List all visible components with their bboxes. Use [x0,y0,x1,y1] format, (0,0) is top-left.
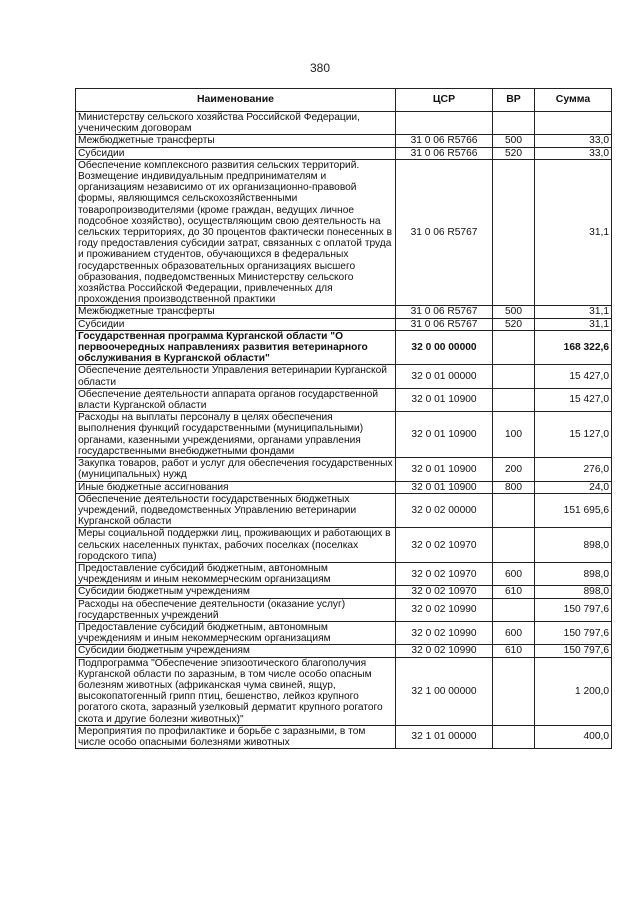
cell-csr: 32 0 01 00000 [396,365,493,388]
cell-vr: 500 [493,135,535,147]
cell-csr: 31 0 06 R5766 [396,135,493,147]
cell-sum: 151 695,6 [535,493,612,528]
cell-csr: 32 0 01 10900 [396,458,493,481]
table-body [76,112,612,749]
budget-table [75,88,612,749]
cell-sum [535,112,612,135]
table-row [76,159,612,306]
table-row [76,306,612,318]
header-row [76,89,612,112]
table-row [76,112,612,135]
table-row [76,330,612,365]
table-row [76,657,612,725]
cell-vr: 520 [493,147,535,159]
cell-vr: 500 [493,306,535,318]
cell-name: Обеспечение деятельности аппарата органов государственной власти Курганской области [76,388,396,411]
cell-name: Межбюджетные трансферты [76,135,396,147]
cell-sum: 15 427,0 [535,365,612,388]
cell-csr: 32 1 00 00000 [396,657,493,725]
cell-vr [493,388,535,411]
cell-sum: 898,0 [535,528,612,563]
cell-name: Подпрограмма "Обеспечение эпизоотического благополучия Курганской области по заразным, в том числе особо опасным болезням животных (африканская чума свиней, ящур, высокопатогенный грипп птиц, бешенство, лейкоз крупного рогатого скота, заразный узелковый дерматит крупного рогатого скота и другие болезни животных)" [76,657,396,725]
table-row [76,645,612,657]
column-header-name: Наименование [76,89,396,112]
cell-vr: 600 [493,562,535,585]
cell-name: Субсидии [76,147,396,159]
cell-csr: 32 0 02 10970 [396,562,493,585]
table-row [76,458,612,481]
cell-name: Межбюджетные трансферты [76,306,396,318]
cell-vr [493,365,535,388]
cell-sum: 33,0 [535,147,612,159]
table-row [76,528,612,563]
cell-sum: 33,0 [535,135,612,147]
cell-name: Субсидии [76,318,396,330]
cell-vr [493,112,535,135]
cell-name: Предоставление субсидий бюджетным, автономным учреждениям и иным некоммерческим организациям [76,562,396,585]
cell-sum: 150 797,6 [535,598,612,621]
cell-name: Министерству сельского хозяйства Российской Федерации, ученическим договорам [76,112,396,135]
cell-name: Предоставление субсидий бюджетным, автономным учреждениям и иным некоммерческим организациям [76,621,396,644]
cell-sum: 276,0 [535,458,612,481]
cell-sum: 168 322,6 [535,330,612,365]
cell-sum: 898,0 [535,562,612,585]
column-header-sum: Сумма [535,89,612,112]
cell-csr: 32 0 01 10900 [396,388,493,411]
cell-vr [493,159,535,306]
cell-sum: 1 200,0 [535,657,612,725]
cell-sum: 31,1 [535,306,612,318]
page-number: 380 [309,61,331,75]
cell-vr [493,725,535,748]
cell-sum: 898,0 [535,586,612,598]
cell-csr: 31 0 06 R5767 [396,318,493,330]
cell-vr [493,598,535,621]
cell-sum: 150 797,6 [535,621,612,644]
cell-vr: 600 [493,621,535,644]
table-row [76,493,612,528]
table-row [76,135,612,147]
cell-vr [493,528,535,563]
table-row [76,147,612,159]
table-row [76,412,612,458]
cell-name: Субсидии бюджетным учреждениям [76,586,396,598]
table-row [76,318,612,330]
cell-csr: 32 0 00 00000 [396,330,493,365]
cell-name: Государственная программа Курганской области "О первоочередных направлениях развития ветеринарного обслуживания в Курганской области" [76,330,396,365]
cell-csr: 32 0 01 10900 [396,412,493,458]
cell-vr: 800 [493,481,535,493]
cell-vr: 610 [493,586,535,598]
cell-csr: 32 0 01 10900 [396,481,493,493]
cell-name: Обеспечение комплексного развития сельских территорий. Возмещение индивидуальным предпринимателям и организациям независимо от их организационно-правовой формы, являющимся сельскохозяйственными товаропроизводителями (кроме граждан, ведущих личное подсобное хозяйство), осуществляющим свою деятельность на сельских территориях, до 30 процентов фактически понесенных в году предоставления субсидии затрат, связанных с оплатой труда и проживанием студентов, обучающихся в федеральных государственных образовательных организациях высшего образования, подведомственных Министерству сельского хозяйства Российской Федерации, привлеченных для прохождения производственной практики [76,159,396,306]
cell-sum: 15 127,0 [535,412,612,458]
cell-csr: 32 1 01 00000 [396,725,493,748]
cell-name: Расходы на обеспечение деятельности (оказание услуг) государственных учреждений [76,598,396,621]
column-header-vr: ВР [493,89,535,112]
table-row [76,621,612,644]
cell-name: Обеспечение деятельности государственных бюджетных учреждений, подведомственных Управлению ветеринарии Курганской области [76,493,396,528]
cell-vr [493,493,535,528]
cell-csr: 32 0 02 10990 [396,645,493,657]
cell-vr: 200 [493,458,535,481]
cell-vr: 100 [493,412,535,458]
cell-csr: 32 0 02 10970 [396,586,493,598]
table-row [76,586,612,598]
table-row [76,388,612,411]
cell-csr [396,112,493,135]
cell-sum: 150 797,6 [535,645,612,657]
cell-name: Расходы на выплаты персоналу в целях обеспечения выполнения функций государственными (муниципальными) органами, казенными учреждениями, органами управления государственными внебюджетными фондами [76,412,396,458]
cell-vr [493,657,535,725]
cell-name: Иные бюджетные ассигнования [76,481,396,493]
table-row [76,562,612,585]
cell-sum: 24,0 [535,481,612,493]
column-header-csr: ЦСР [396,89,493,112]
cell-csr: 31 0 06 R5766 [396,147,493,159]
cell-sum: 15 427,0 [535,388,612,411]
cell-csr: 31 0 06 R5767 [396,306,493,318]
cell-csr: 32 0 02 10970 [396,528,493,563]
cell-vr [493,330,535,365]
table-row [76,598,612,621]
cell-csr: 32 0 02 00000 [396,493,493,528]
table-row [76,365,612,388]
table-row [76,725,612,748]
cell-csr: 31 0 06 R5767 [396,159,493,306]
table-header [76,89,612,112]
cell-name: Закупка товаров, работ и услуг для обеспечения государственных (муниципальных) нужд [76,458,396,481]
cell-name: Обеспечение деятельности Управления ветеринарии Курганской области [76,365,396,388]
cell-vr: 610 [493,645,535,657]
cell-name: Мероприятия по профилактике и борьбе с заразными, в том числе особо опасными болезнями животных [76,725,396,748]
cell-sum: 31,1 [535,318,612,330]
cell-sum: 31,1 [535,159,612,306]
cell-sum: 400,0 [535,725,612,748]
cell-name: Меры социальной поддержки лиц, проживающих и работающих в сельских населенных пунктах, рабочих поселках (поселках городского типа) [76,528,396,563]
cell-csr: 32 0 02 10990 [396,621,493,644]
cell-vr: 520 [493,318,535,330]
cell-name: Субсидии бюджетным учреждениям [76,645,396,657]
cell-csr: 32 0 02 10990 [396,598,493,621]
table-row [76,481,612,493]
